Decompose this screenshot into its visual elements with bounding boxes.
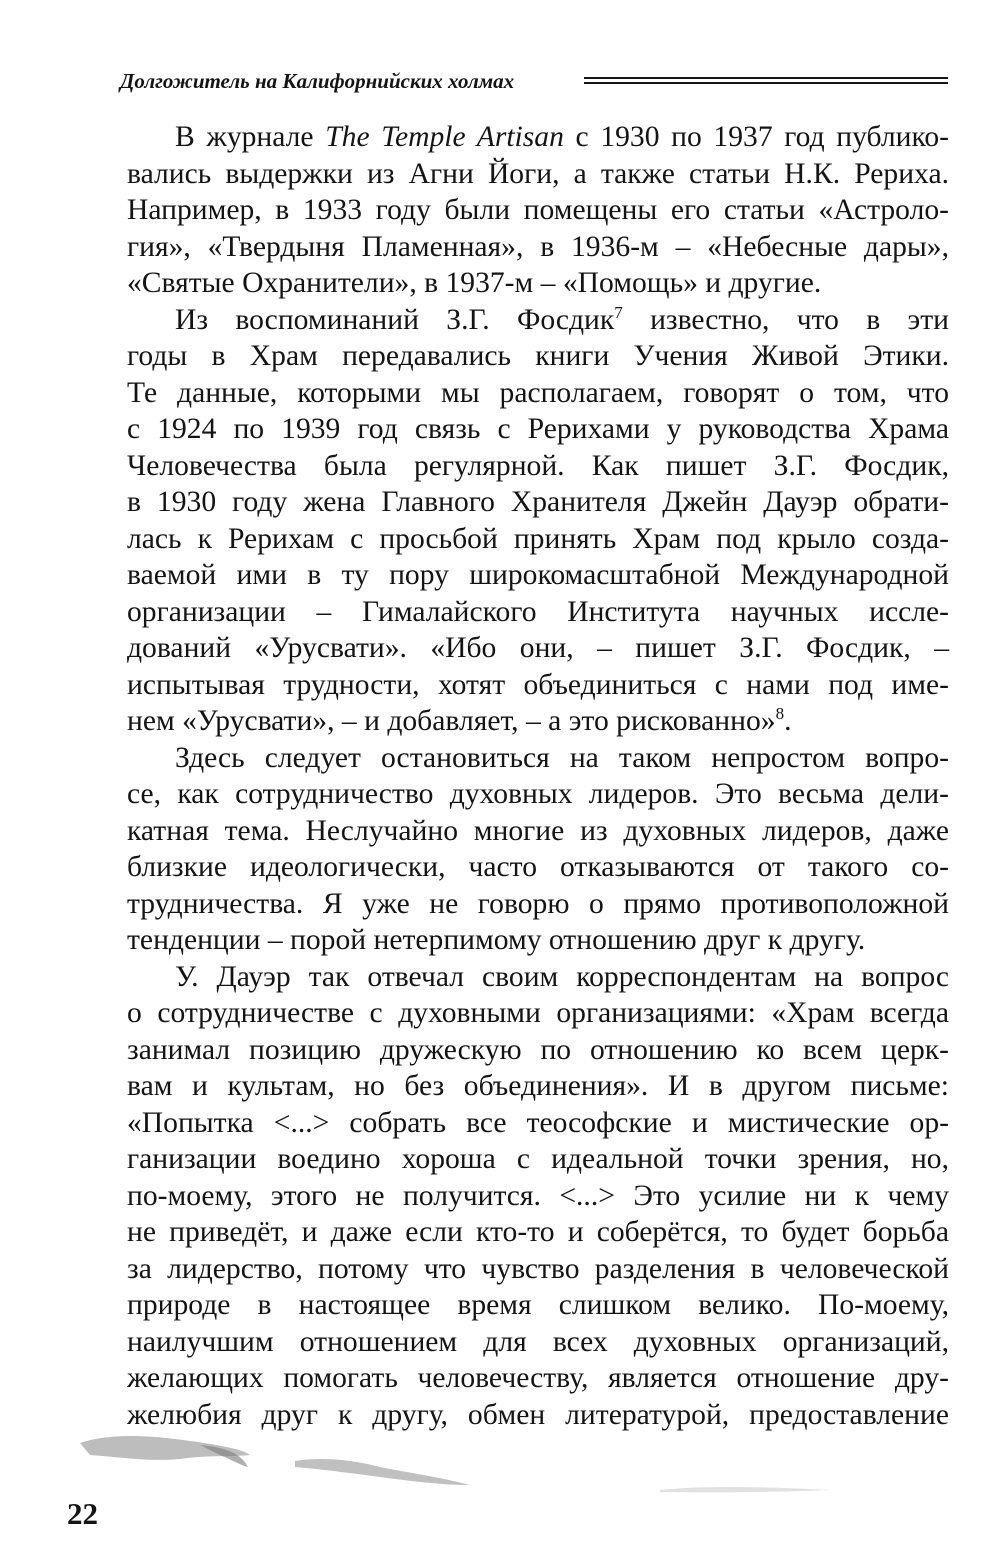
- text-run: «Святые Охранители», в 1937-м – «Помощь» и другие.: [127, 267, 822, 299]
- text-line: [127, 1287, 949, 1324]
- text-line: [127, 192, 949, 229]
- text-line: [127, 995, 949, 1032]
- text-line: [127, 1178, 949, 1215]
- text-line: [127, 922, 949, 959]
- text-line: [127, 1251, 949, 1288]
- text-run: Те данные, которыми мы располагаем, говорят о том, что: [127, 376, 949, 409]
- text-run: близкие идеологически, часто отказываются от такого со-: [127, 851, 949, 883]
- text-line: [127, 265, 949, 302]
- text-run: испытывая трудности, хотят объединиться с нами под име-: [127, 668, 949, 701]
- text-run: У. Дауэр так отвечал своим корреспондентам на вопрос: [175, 960, 949, 993]
- text-run: годы в Храм передавались книги Учения Живой Этики.: [127, 340, 949, 372]
- text-run: дований «Урусвати». «Ибо они, – пишет З.Г. Фосдик, –: [127, 632, 949, 664]
- text-run: с 1924 по 1939 год связь с Рерихами у руководства Храма: [127, 413, 949, 445]
- body-text: [127, 119, 949, 1433]
- text-line: [127, 813, 949, 850]
- text-line: [127, 156, 949, 193]
- text-line: [127, 1360, 949, 1397]
- text-run: о сотрудничестве с духовными организациями: «Храм всегда: [127, 997, 949, 1029]
- header-double-rule: [584, 77, 948, 84]
- text-run: за лидерство, потому что чувство разделения в человеческой: [127, 1252, 949, 1285]
- text-run: гия», «Твердыня Пламенная», в 1936-м – «Небесные дары»,: [127, 230, 949, 263]
- running-header: [120, 64, 948, 98]
- text-run: ваемой ими в ту пору широкомасштабной Международной: [127, 559, 949, 591]
- text-run: В журнале: [175, 121, 326, 153]
- paragraph: [127, 119, 949, 302]
- page-number: 22: [67, 1496, 98, 1531]
- text-line: [127, 1068, 949, 1105]
- text-run: Здесь следует остановиться на таком непростом вопро-: [175, 741, 949, 774]
- text-run: Человечества была регулярной. Как пишет З.Г. Фосдик,: [127, 449, 949, 482]
- footnote-mark: 7: [614, 302, 623, 322]
- text-run: катная тема. Неслучайно многие из духовных лидеров, даже: [127, 814, 949, 847]
- text-run: трудничества. Я уже не говорю о прямо противоположной: [127, 887, 949, 920]
- text-run: Из воспоминаний З.Г. Фосдик: [175, 303, 615, 336]
- text-line: [127, 1032, 949, 1069]
- text-run: природе в настоящее время слишком велико. По-моему,: [127, 1289, 949, 1321]
- italic-title: The Temple Artisan: [325, 121, 564, 153]
- scan-speck: [660, 1480, 830, 1500]
- text-line: [127, 521, 949, 558]
- paragraph: [127, 302, 949, 740]
- text-run: желюбия друг к другу, обмен литературой, предоставление: [127, 1398, 949, 1431]
- text-run: известно, что в эти: [622, 303, 950, 336]
- footnote-mark: 8: [775, 704, 785, 723]
- text-run: Например, в 1933 году были помещены его статьи «Астроло-: [127, 194, 949, 226]
- text-run: наилучшим отношением для всех духовных организаций,: [127, 1325, 949, 1358]
- text-run: ганизации воедино хороша с идеальной точки зрения, но,: [127, 1143, 949, 1175]
- paragraph: [127, 959, 949, 1434]
- text-line: [127, 1214, 949, 1251]
- text-line: [127, 338, 949, 375]
- text-run: .: [784, 705, 792, 737]
- text-line: [127, 703, 949, 740]
- text-line: [127, 119, 949, 156]
- text-line: [127, 959, 949, 996]
- text-run: се, как сотрудничество духовных лидеров. Это весьма дели-: [127, 778, 949, 810]
- text-line: [127, 849, 949, 886]
- paragraph: [127, 740, 949, 959]
- text-line: [127, 411, 949, 448]
- text-run: в 1930 году жена Главного Хранителя Джейн Дауэр обрати-: [127, 486, 949, 518]
- text-line: [127, 667, 949, 704]
- text-line: [127, 557, 949, 594]
- text-line: [127, 594, 949, 631]
- text-run: вам и культам, но без объединения». И в другом письме:: [127, 1070, 949, 1102]
- text-line: [127, 448, 949, 485]
- text-line: [127, 630, 949, 667]
- text-run: занимал позицию дружескую по отношению ко всем церк-: [127, 1033, 949, 1066]
- text-run: не приведёт, и даже если кто-то и соберётся, то будет борьба: [127, 1216, 949, 1248]
- text-run: «Попытка <...> собрать все теософские и мистические ор-: [127, 1106, 949, 1139]
- text-line: [127, 1105, 949, 1142]
- text-run: желающих помогать человечеству, является отношение дру-: [127, 1362, 949, 1394]
- text-run: с 1930 по 1937 год публико-: [563, 121, 949, 153]
- text-run: лась к Рерихам с просьбой принять Храм под крыло созда-: [127, 522, 949, 555]
- text-line: [127, 776, 949, 813]
- text-line: [127, 1324, 949, 1361]
- text-run: вались выдержки из Агни Йоги, а также статьи Н.К. Рериха.: [127, 157, 949, 190]
- text-line: [127, 886, 949, 923]
- text-line: [127, 740, 949, 777]
- running-title: Долгожитель на Калифорнийских холмах: [120, 69, 515, 93]
- text-run: организации – Гималайского Института научных иссле-: [127, 595, 949, 628]
- text-run: тенденции – порой нетерпимому отношению друг к другу.: [127, 924, 866, 956]
- text-run: по-моему, этого не получится. <...> Это усилие ни к чему: [127, 1179, 949, 1212]
- text-line: [127, 229, 949, 266]
- text-run: нем «Урусвати», – и добавляет, – а это рискованно»: [127, 705, 776, 737]
- text-line: [127, 302, 949, 339]
- text-line: [127, 484, 949, 521]
- scan-smudge: [80, 1415, 500, 1495]
- text-line: [127, 1141, 949, 1178]
- text-line: [127, 375, 949, 412]
